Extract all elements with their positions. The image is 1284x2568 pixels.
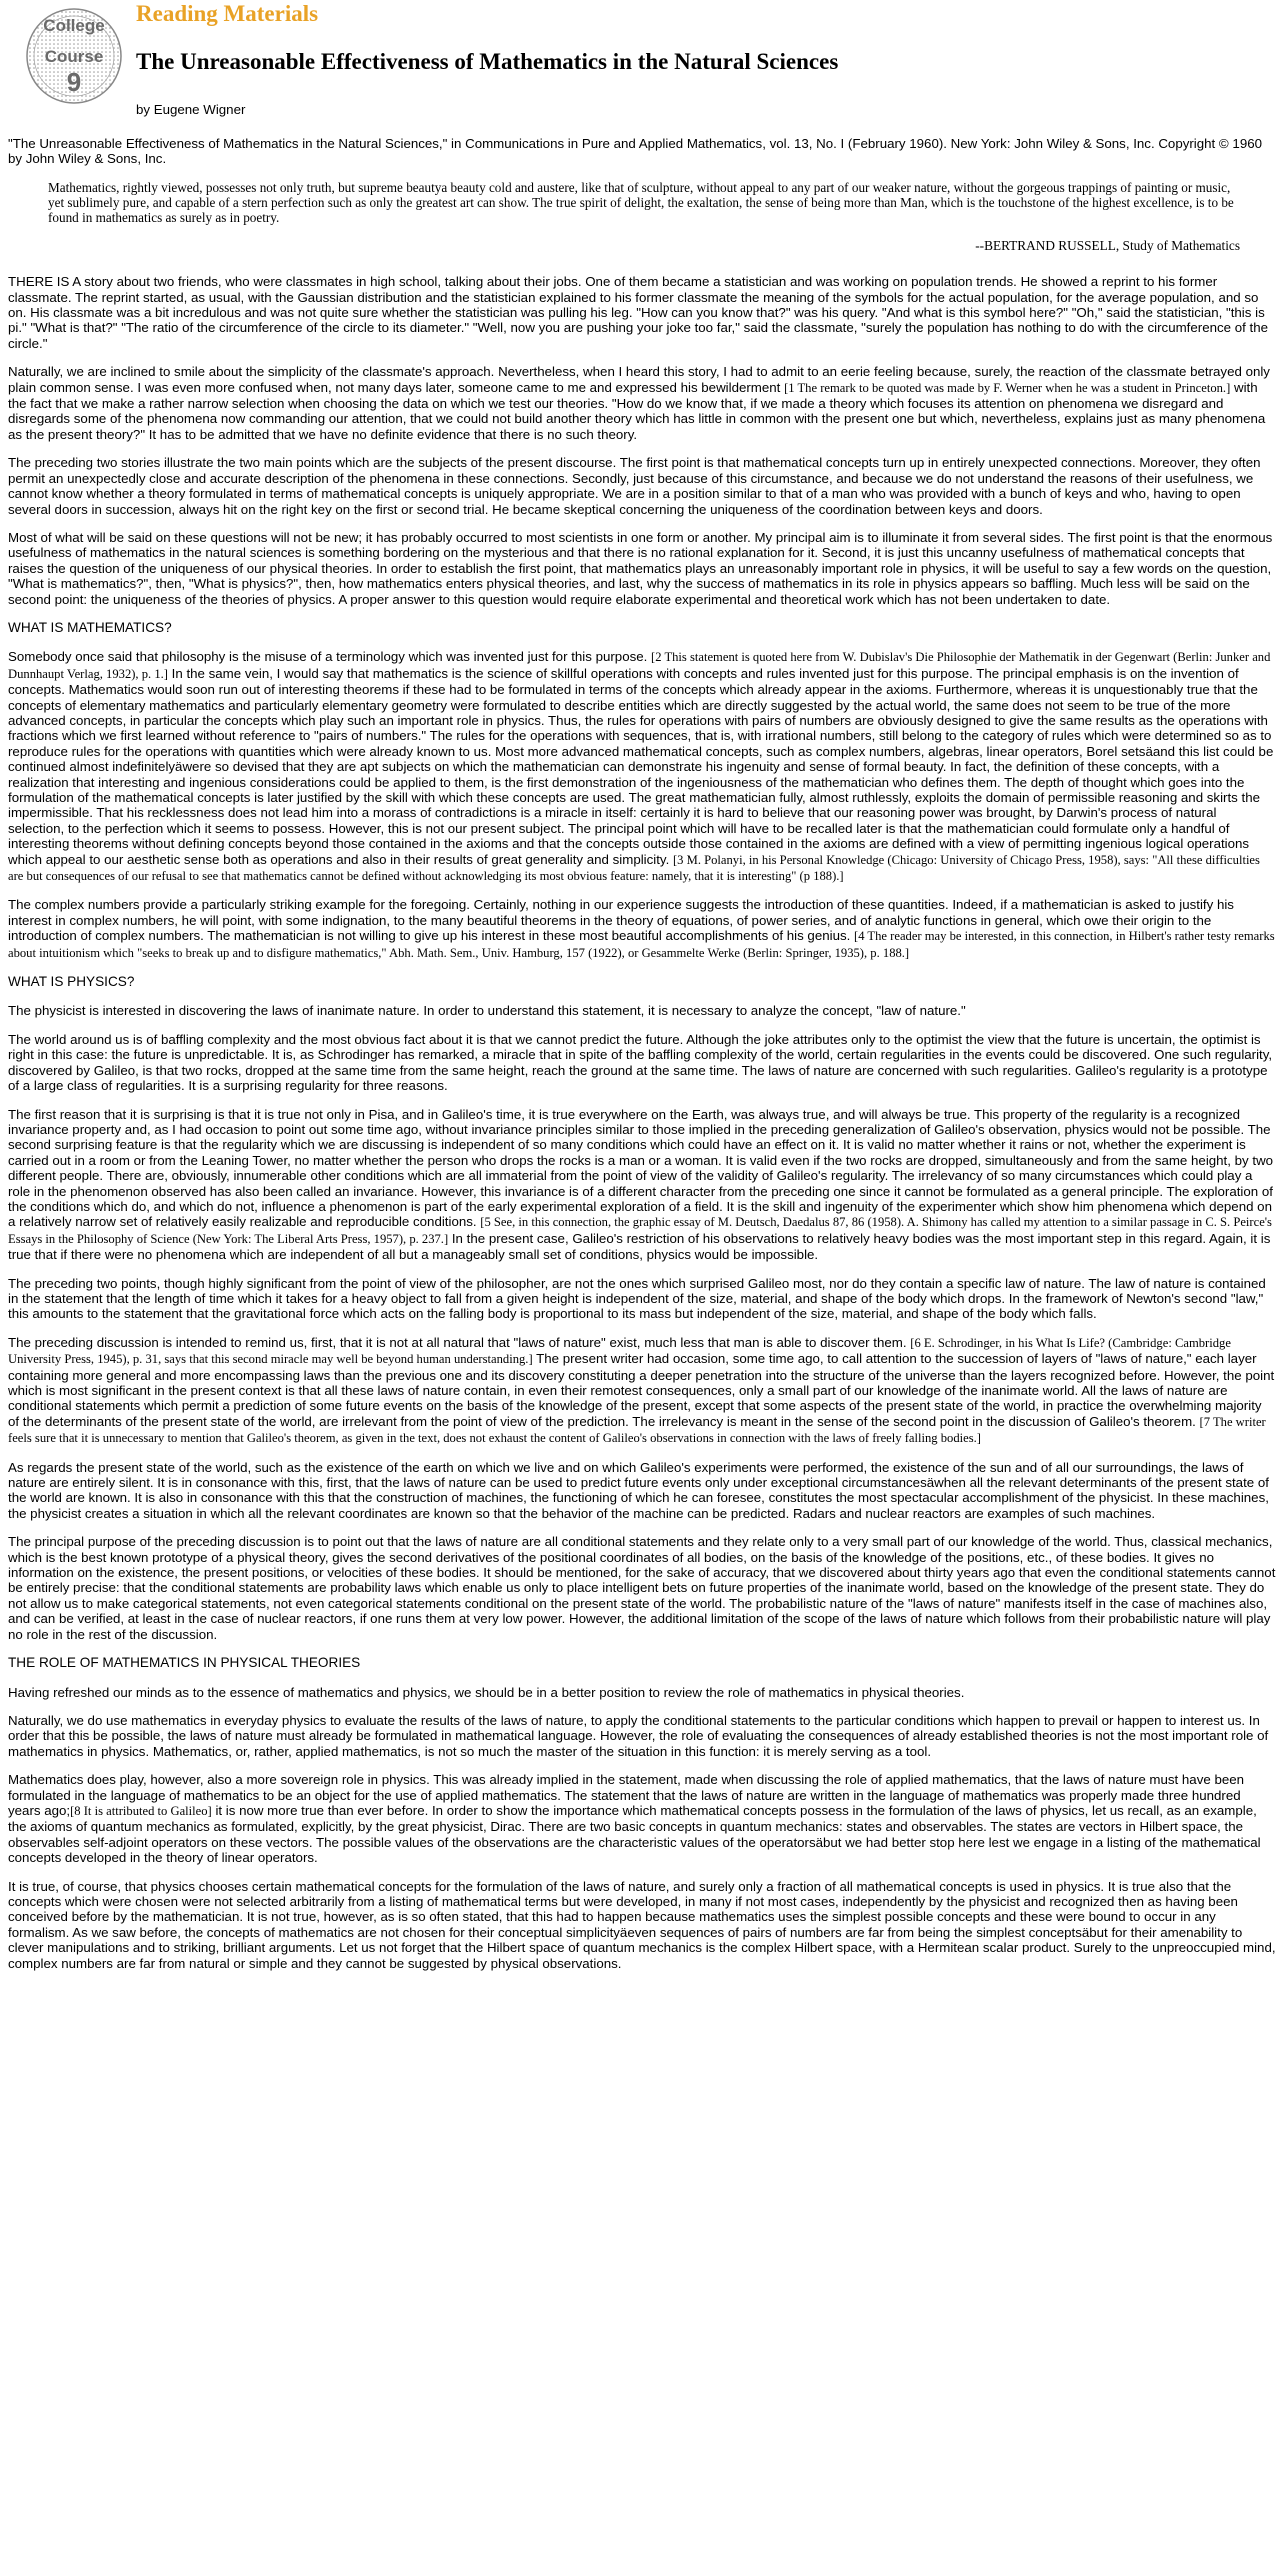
author-byline: by Eugene Wigner — [136, 102, 246, 117]
paragraph-physics-2: The world around us is of baffling complexity and the most obvious fact about it is that we cannot predict the future. Although the joke attributes only to the optimist the view that the future is uncertain, the optimist is right in this case: the future is unpredictable. It is, as Schrodinger has remarked, a miracle that in spite of the baffling complexity of the world, certain regularities in the events could be discovered. One such regularity, discovered by Galileo, is that two rocks, dropped at the same time from the same height, reach the ground at the same time. The laws of nature are concerned with such regularities. Galileo's regularity is a prototype of a large class of regularities. It is a surprising regularity for three reasons. — [8, 1031, 1273, 1094]
footnote-3: [3 M. Polanyi, in his Personal Knowledge (Chicago: University of Chicago Press, 1958), says: "All these difficulties are but consequences of our refusal to see that mathematics cannot be defined without acknowledging its most obvious feature: namely, that it is interesting" (p 188).] — [8, 852, 1260, 884]
footnote-6: [6 E. Schrodinger, in his What Is Life? (Cambridge: Cambridge University Press, 1945), p. 31, says that this second miracle may well be beyond human understanding.] — [8, 1335, 1231, 1367]
paragraph-physics-3 — [8, 1107, 1276, 1263]
footnote-8: [8 It is attributed to Galileo] — [70, 1803, 212, 1818]
paragraph-physics-6: As regards the present state of the world, such as the existence of the earth on which we live and on which Galileo's experiments were performed, the existence of the sun and of all our surroundings, the laws of nature are entirely silent. It is in consonance with this, first, that the laws of nature can be used to predict future events only under exceptional circumstancesäwhen all the relevant determinants of the present state of the world are known. It is also in consonance with this that the construction of machines, the functioning of which he can foresee, constitutes the most spectacular accomplishment of the physicist. In these machines, the physicist creates a situation in which all the relevant coordinates are known so that the behavior of the machine can be predicted. Radars and nuclear reactors are examples of such machines. — [8, 1459, 1269, 1521]
paragraph-text: In the same vein, I would say that mathematics is the science of skillful operations with concepts and rules invented just for this purpose. The principal emphasis is on the invention of concepts. Mathematics would soon run out of interesting theorems if these had to be formulated in terms of the concepts which already appear in the axioms. Furthermore, whereas it is unquestionably true that the concepts of elementary mathematics and particularly elementary geometry were formulated to describe entities which are directly suggested by the actual world, the same does not seem to be true of the more advanced concepts, in particular the concepts which play such an important role in physics. Thus, the rules for operations with pairs of numbers are obviously designed to give the same results as the operations with fractions which we first learned without reference to "pairs of numbers." The rules for the operations with sequences, that is, with irrational numbers, still belong to the category of rules which were determined so as to reproduce rules for the operations with quantities which were already known to us. Most more advanced mathematical concepts, such as complex numbers, algebras, linear operators, Borel setsäand this list could be continued almost indefinitelyäwere so devised that they are apt subjects on which the mathematician can demonstrate his ingenuity and sense of formal beauty. In fact, the definition of these concepts, with a realization that interesting and ingenious considerations could be applied to them, is the first demonstration of the ingeniousness of the mathematician who defines them. The depth of thought which goes into the formulation of the mathematical concepts is later justified by the skill with which these concepts are used. The great mathematician fully, almost ruthlessly, exploits the domain of permissible reasoning and skirts the impermissible. That his recklessness does not lead him into a morass of contradictions is a miracle in itself: certainly it is hard to believe that our reasoning power was brought, by Darwin's process of natural selection, to the perfection which it seems to possess. However, this is not our present subject. The principal point which will have to be recalled later is that the mathematician could formulate only a handful of interesting theorems without defining concepts beyond those contained in the axioms and that the concepts outside those contained in the axioms are defined with a view of permitting ingenious logical operations which appeal to our aesthetic sense both as operations and also in their results of great generality and simplicity. — [8, 665, 1274, 867]
heading-what-is-physics: WHAT IS PHYSICS? — [8, 974, 135, 990]
paragraph-math-2 — [8, 897, 1276, 961]
logo-text-number: 9 — [66, 67, 82, 97]
paragraph-role-1: Having refreshed our minds as to the essence of mathematics and physics, we should be in a better position to review the role of mathematics in physical theories. — [8, 1684, 965, 1700]
paragraph-physics-7: The principal purpose of the preceding discussion is to point out that the laws of nature are all conditional statements and they relate only to a very small part of our knowledge of the world. Thus, classical mechanics, which is the best known prototype of a physical theory, gives the second derivatives of the positional coordinates of all bodies, on the basis of the knowledge of the positions, etc., of these bodies. It gives no information on the existence, the present positions, or velocities of these bodies. It should be mentioned, for the sake of accuracy, that we discovered about thirty years ago that even the conditional statements cannot be entirely precise: that the conditional statements are probability laws which enable us only to place intelligent bets on future properties of the inanimate world, based on the knowledge of the present state. They do not allow us to make categorical statements, not even categorical statements conditional on the present state of the world. The probabilistic nature of the "laws of nature" manifests itself in the case of machines also, and can be verified, at least in the case of nuclear reactors, if one runs them at very low power. However, the additional limitation of the scope of the laws of nature which follows from their probabilistic nature will play no role in the rest of the discussion. — [8, 1534, 1276, 1642]
paragraph-text: The present writer had occasion, some time ago, to call attention to the succession of layers of "laws of nature," each layer containing more general and more encompassing laws than the previous one and its discovery constituting a deeper penetration into the structure of the universe than the layers recognized before. However, the point which is most significant in the present context is that all these laws of nature contain, in even their remotest consequences, only a small part of our knowledge of the inanimate world. All the laws of nature are conditional statements which permit a prediction of some future events on the basis of the knowledge of the present, except that some aspects of the present state of the world, in practice the overwhelming majority of the determinants of the present state of the world, are irrelevant from the point of view of the prediction. The irrelevancy is meant in the sense of the second point in the discussion of Galileo's theorem. — [8, 1351, 1275, 1429]
footnote-5: [5 See, in this connection, the graphic essay of M. Deutsch, Daedalus 87, 86 (1958). A. Shimony has called my attention to a similar passage in C. S. Peirce's Essays in the Philosophy of Science (New York: The Liberal Arts Press, 1957), p. 237.] — [8, 1215, 1272, 1246]
paragraph-role-2: Naturally, we do use mathematics in everyday physics to evaluate the results of the laws of nature, to apply the conditional statements to the particular conditions which happen to prevail or happen to interest us. In order that this be possible, the laws of nature must already be formulated in mathematical language. However, the role of evaluating the consequences of already established theories is not the most important role of mathematics in physics. Mathematics, or, rather, applied mathematics, is not so much the master of the situation in this function: it is merely serving as a tool. — [8, 1712, 1269, 1759]
paragraph-text: The preceding discussion is intended to remind us, first, that it is not at all natural that "laws of nature" exist, much less that man is able to discover them. — [8, 1334, 911, 1350]
paragraph-text: Somebody once said that philosophy is the misuse of a terminology which was invented just for this purpose. — [8, 649, 652, 665]
footnote-2: [2 This statement is quoted here from W. Dubislav's Die Philosophie der Mathematik in der Gegenwart (Berlin: Junker and Dunnhaupt Verlag, 1932), p. 1.] — [8, 650, 1271, 681]
heading-what-is-mathematics: WHAT IS MATHEMATICS? — [8, 619, 172, 635]
section-heading: Reading Materials — [136, 1, 319, 26]
paragraph-physics-4: The preceding two points, though highly significant from the point of view of the philosopher, are not the ones which surprised Galileo most, nor do they contain a specific law of nature. The law of nature is contained in the statement that the length of time which it takes for a heavy object to fall from a given height is independent of the size, material, and shape of the body which drops. In the framework of Newton's second "law," this amounts to the statement that the gravitational force which acts on the falling body is proportional to its mass but independent of the size, material, and shape of the body which falls. — [8, 1275, 1266, 1322]
paragraph-role-4: It is true, of course, that physics chooses certain mathematical concepts for the formulation of the laws of nature, and surely only a fraction of all mathematical concepts is used in physics. It is true also that the concepts which were chosen were not selected arbitrarily from a listing of mathematical terms but were developed, in many if not most cases, independently by the physicist and recognized then as having been conceived before by the mathematician. It is not true, however, as is so often stated, that this had to happen because mathematics uses the simplest possible concepts and these were bound to occur in any formalism. As we saw before, the concepts of mathematics are not chosen for their conceptual simplicityäeven sequences of pairs of numbers are far from being the simplest conceptsäbut for their amenability to clever manipulations and to striking, brilliant arguments. Let us not forget that the Hilbert space of quantum mechanics is the complex Hilbert space, with a Hermitean scalar product. Surely to the unpreoccupied mind, complex numbers are far from natural or simple and they cannot be suggested by physical observations. — [8, 1878, 1276, 1971]
paragraph-physics-1: The physicist is interested in discovering the laws of inanimate nature. In order to understand this statement, it is necessary to analyze the concept, "law of nature." — [8, 1003, 966, 1019]
college-course-logo — [24, 6, 124, 106]
footnote-1: [1 The remark to be quoted was made by F. Werner when he was a student in Princeton.] — [784, 380, 1231, 395]
paragraph-text: it is now more true than ever before. In order to show the importance which mathematical concepts possess in the formulation of the laws of physics, let us recall, as an example, the axioms of quantum mechanics as formulated, explicitly, by the great physicist, Dirac. There are two basic concepts in quantum mechanics: states and observables. The states are vectors in Hilbert space, the observables self-adjoint operators on these vectors. The possible values of the observations are the characteristic values of the operatorsäbut we had better stop here lest we engage in a listing of the mathematical concepts developed in the theory of linear operators. — [8, 1802, 1261, 1866]
epigraph-attribution: --BERTRAND RUSSELL, Study of Mathematics — [975, 237, 1240, 253]
paragraph-intro-2 — [8, 364, 1276, 442]
paragraph-intro-1: THERE IS A story about two friends, who were classmates in high school, talking about their jobs. One of them became a statistician and was working on population trends. He showed a reprint to his former classmate. The reprint started, as usual, with the Gaussian distribution and the statistician explained to his former classmate the meaning of the symbols for the actual population, for the average population, and so on. His classmate was a bit incredulous and was not quite sure whether the statistician was pulling his leg. "How can you know that?" was his query. "And what is this symbol here?" "Oh," said the statistician, "this is pi." "What is that?" "The ratio of the circumference of the circle to its diameter." "Well, now you are pushing your joke too far," said the classmate, "surely the population has nothing to do with the circumference of the circle." — [8, 274, 1268, 351]
paragraph-text: The complex numbers provide a particularly striking example for the foregoing. Certainly, nothing in our experience suggests the introduction of these quantities. Indeed, if a mathematician is asked to justify his interest in complex numbers, he will point, with some indignation, to the many beautiful theorems in the theory of equations, of power series, and of analytic functions in general, which owe their origin to the introduction of complex numbers. The mathematician is not willing to give up his interest in these most beautiful accomplishments of his genius. — [8, 897, 1234, 944]
paragraph-math-1 — [8, 649, 1276, 884]
header — [8, 0, 1276, 120]
paragraph-text: with the fact that we make a rather narrow selection when choosing the data on which we test our theories. "How do we know that, if we made a theory which focuses its attention on phenomena we disregard and disregards some of the phenomena now commanding our attention, that we could not build another theory which has little in common with the present one but which, nevertheless, explains just as many phenomena as the present theory?" It has to be admitted that we have no definite evidence that there is no such theory. — [8, 379, 1266, 442]
logo-text-course: Course — [44, 47, 104, 66]
footnote-4: [4 The reader may be interested, in this connection, in Hilbert's rather testy remarks about intuitionism which "seeks to break up and to disfigure mathematics," Abh. Math. Sem., Univ. Hamburg, 157 (1922), or Gesammelte Werke (Berlin: Springer, 1935), p. 188.] — [8, 929, 1275, 960]
paragraph-text: Naturally, we are inclined to smile about the simplicity of the classmate's approach. Nevertheless, when I heard this story, I had to admit to an eerie feeling because, surely, the reaction of the classmate betrayed only plain common sense. I was even more confused when, not many days later, someone came to me and expressed his bewilderment — [8, 364, 1270, 395]
paragraph-role-3 — [8, 1772, 1276, 1865]
citation: "The Unreasonable Effectiveness of Mathematics in the Natural Sciences," in Communications in Pure and Applied Mathematics, vol. 13, No. I (February 1960). New York: John Wiley & Sons, Inc. Copyright © 1960 by John Wiley & Sons, Inc. — [8, 136, 1263, 167]
page-title: The Unreasonable Effectiveness of Mathematics in the Natural Sciences — [136, 49, 839, 74]
footnote-7: [7 The writer feels sure that it is unnecessary to mention that Galileo's theorem, as given in the text, does not exhaust the content of Galileo's observations in connection with the laws of freely falling bodies.] — [8, 1414, 1266, 1446]
logo-text-college: College — [43, 16, 105, 35]
epigraph-quote: Mathematics, rightly viewed, possesses not only truth, but supreme beautya beauty cold and austere, like that of sculpture, without appeal to any part of our weaker nature, without the gorgeous trappings of painting or music, yet sublimely pure, and capable of a stern perfection such as only the greatest art can show. The true spirit of delight, the exaltation, the sense of being more than Man, which is the touchstone of the highest excellence, is to be found in mathematics as surely as in poetry. — [48, 179, 1234, 225]
heading-role-of-mathematics: THE ROLE OF MATHEMATICS IN PHYSICAL THEORIES — [8, 1655, 361, 1671]
paragraph-intro-4: Most of what will be said on these questions will not be new; it has probably occurred to most scientists in one form or another. My principal aim is to illuminate it from several sides. The first point is that the enormous usefulness of mathematics in the natural sciences is something bordering on the mysterious and that there is no rational explanation for it. Second, it is just this uncanny usefulness of mathematical concepts that raises the question of the uniqueness of our physical theories. In order to establish the first point, that mathematics plays an unreasonably important role in physics, it will be useful to say a few words on the question, "What is mathematics?", then, "What is physics?", then, how mathematics enters physical theories, and last, why the success of mathematics in its role in physics appears so baffling. Much less will be said on the second point: the uniqueness of the theories of physics. A proper answer to this question would require elaborate experimental and theoretical work which has not been undertaken to date. — [8, 529, 1273, 607]
paragraph-intro-3: The preceding two stories illustrate the two main points which are the subjects of the present discourse. The first point is that mathematical concepts turn up in entirely unexpected connections. Moreover, they often permit an unexpectedly close and accurate description of the phenomena in these connections. Secondly, just because of this circumstance, and because we do not understand the reasons of their usefulness, we cannot know whether a theory formulated in terms of mathematical concepts is uniquely appropriate. We are in a position similar to that of a man who was provided with a bunch of keys and who, having to open several doors in succession, always hit on the right key on the first or second trial. He became skeptical concerning the uniqueness of the coordination between keys and doors. — [8, 455, 1261, 517]
paragraph-text: The first reason that it is surprising is that it is true not only in Pisa, and in Galileo's time, it is true everywhere on the Earth, was always true, and will always be true. This property of the regularity is a recognized invariance property and, as I had occasion to point out some time ago, without invariance principles similar to those implied in the preceding generalization of Galileo's observation, physics would not be possible. The second surprising feature is that the regularity which we are discussing is independent of so many conditions which could have an effect on it. It is valid no matter whether it rains or not, whether the experiment is carried out in a room or from the Leaning Tower, no matter whether the person who drops the rocks is a man or a woman. It is valid even if the two rocks are dropped, simultaneously and from the same height, by two different people. There are, obviously, innumerable other conditions which are all immaterial from the point of view of the validity of Galileo's regularity. The irrelevancy of so many circumstances which could play a role in the phenomenon observed has also been called an invariance. However, this invariance is of a different character from the preceding one since it cannot be formulated as a general principle. The exploration of the conditions which do, and which do not, influence a phenomenon is part of the early experimental exploration of a field. It is the skill and ingenuity of the experimenter which show him phenomena which depend on a relatively narrow set of relatively easily realizable and reproducible conditions. — [8, 1106, 1274, 1230]
paragraph-text: In the present case, Galileo's restriction of his observations to relatively heavy bodies was the most important step in this regard. Again, it is true that if there were no phenomena which are independent of all but a manageably small set of conditions, physics would be impossible. — [8, 1230, 1271, 1263]
paragraph-text: Mathematics does play, however, also a more sovereign role in physics. This was already implied in the statement, made when discussing the role of applied mathematics, that the laws of nature must have been formulated in the language of mathematics to be an object for the use of applied mathematics. The statement that the laws of nature are written in the language of mathematics was properly made three hundred years ago; — [8, 1772, 1245, 1818]
paragraph-physics-5 — [8, 1335, 1276, 1447]
